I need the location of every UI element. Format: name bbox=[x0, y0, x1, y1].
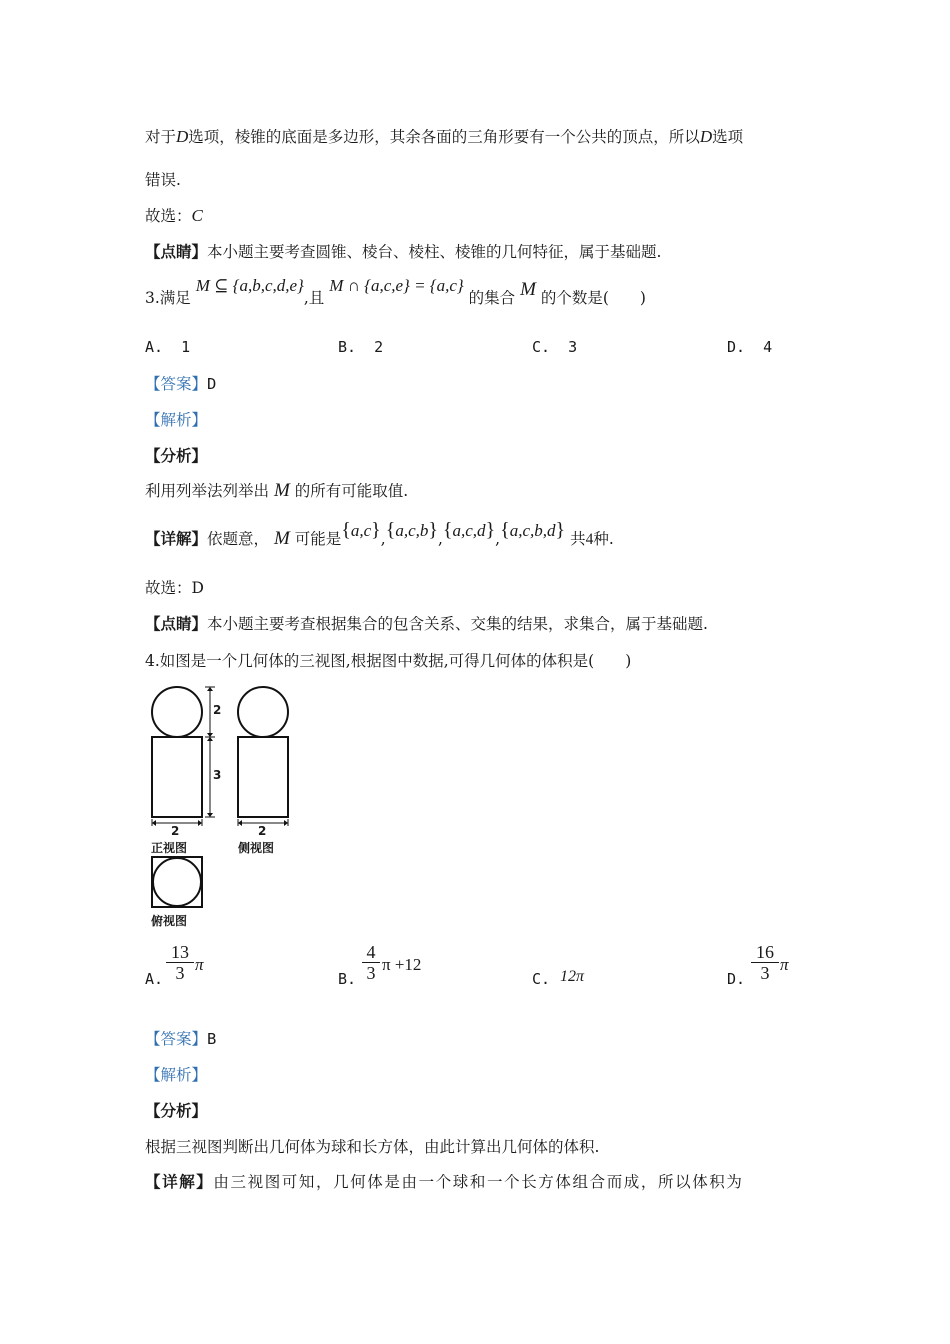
dim-side-width-label: 2 bbox=[258, 824, 267, 838]
q3-number: 3.满足 bbox=[145, 289, 191, 307]
q4-question: 4.如图是一个几何体的三视图,根据图中数据,可得几何体的体积是( ) bbox=[145, 652, 632, 670]
text: 利用列举法列举出 bbox=[145, 482, 270, 500]
q3-option-c[interactable]: C. 3 bbox=[532, 338, 578, 356]
answer-value: B bbox=[207, 1030, 217, 1048]
separator: , bbox=[437, 530, 443, 548]
q3-condition-2: M ∩ {a,c,e} = {a,c} bbox=[329, 276, 464, 295]
side-view-sphere bbox=[238, 687, 288, 737]
front-view-label: 正视图 bbox=[151, 841, 188, 855]
prev-comment bbox=[145, 242, 661, 262]
denominator: 3 bbox=[166, 962, 194, 983]
q3-option-a[interactable]: A. 1 bbox=[145, 338, 191, 356]
text: 的所有可能取值. bbox=[294, 482, 409, 500]
q3-choose: 故选：D bbox=[145, 579, 204, 597]
q3-fenxi-tag: 【分析】 bbox=[145, 446, 208, 465]
comment-text: 本小题主要考查圆锥、棱台、棱柱、棱锥的几何特征，属于基础题. bbox=[207, 243, 662, 261]
q3-comment bbox=[145, 614, 708, 634]
text: 的集合 bbox=[468, 289, 516, 307]
denominator: 3 bbox=[751, 962, 779, 983]
set-name: M bbox=[273, 528, 290, 549]
comment-text: 本小题主要考查根据集合的包含关系、交集的结果，求集合，属于基础题. bbox=[207, 615, 708, 633]
text: 选项 bbox=[712, 128, 744, 146]
q4-fenxi-tag: 【分析】 bbox=[145, 1101, 208, 1120]
front-view bbox=[152, 687, 202, 817]
text: 依题意， bbox=[207, 530, 270, 548]
text: 对于 bbox=[145, 128, 177, 146]
q4-option-d-fraction bbox=[751, 942, 779, 983]
separator: , bbox=[380, 530, 386, 548]
numerator: 4 bbox=[366, 942, 376, 962]
three-view-figure bbox=[145, 680, 310, 935]
numerator: 16 bbox=[756, 942, 774, 962]
q4-option-b-fraction bbox=[362, 942, 380, 983]
set-1: {a,c} bbox=[341, 519, 381, 541]
q3-answer bbox=[145, 374, 216, 394]
q4-detail bbox=[145, 1172, 744, 1192]
front-view-box bbox=[152, 737, 202, 817]
prev-choose bbox=[145, 206, 203, 226]
text: 的个数是( ) bbox=[540, 289, 646, 307]
text: 共 bbox=[570, 530, 586, 548]
text: 可能是 bbox=[294, 530, 342, 548]
denominator: 3 bbox=[362, 962, 380, 983]
q4-answer bbox=[145, 1029, 216, 1049]
text: ,且 bbox=[303, 289, 325, 307]
front-dim-lines bbox=[152, 687, 215, 826]
q4-analysis-tag: 【解析】 bbox=[145, 1066, 208, 1084]
q4-option-c-value: 12π bbox=[560, 968, 585, 985]
front-dim-arrows bbox=[152, 687, 213, 826]
dim-mid-label: 3 bbox=[213, 768, 222, 782]
choose-letter: C bbox=[191, 206, 203, 225]
text: 选项，棱锥的底面是多边形，其余各面的三角形要有一个公共的顶点，所以 bbox=[188, 128, 700, 146]
front-view-sphere bbox=[152, 687, 202, 737]
text: 种. bbox=[593, 530, 614, 548]
dim-top-label: 2 bbox=[213, 703, 222, 717]
side-view-box bbox=[238, 737, 288, 817]
choose-prefix: 故选： bbox=[145, 207, 192, 225]
q3-option-d[interactable]: D. 4 bbox=[727, 338, 773, 356]
q4-option-a-tail: π bbox=[195, 955, 204, 974]
q4-option-c-label[interactable]: C. bbox=[532, 970, 551, 988]
prev-d-explanation bbox=[145, 127, 743, 147]
count: 4 bbox=[585, 531, 594, 548]
numerator: 13 bbox=[171, 942, 189, 962]
side-view bbox=[238, 687, 288, 817]
detail-tag: 【详解】 bbox=[145, 529, 208, 548]
q3-fenxi bbox=[145, 481, 408, 501]
q3-option-b[interactable]: B. 2 bbox=[338, 338, 384, 356]
q4-option-a-fraction bbox=[166, 942, 194, 983]
q3-analysis-tag: 【解析】 bbox=[145, 411, 208, 429]
top-view bbox=[152, 857, 202, 907]
q3-question bbox=[145, 276, 646, 308]
q4-option-b-tail: π +12 bbox=[382, 955, 422, 974]
comment-tag: 【点睛】 bbox=[145, 614, 208, 633]
q4-fenxi: 根据三视图判断出几何体为球和长方体，由此计算出几何体的体积. bbox=[145, 1138, 600, 1156]
side-view-label: 侧视图 bbox=[238, 841, 275, 855]
q4-option-b-label[interactable]: B. bbox=[338, 970, 357, 988]
option-letter: D bbox=[176, 127, 189, 146]
answer-value: D bbox=[207, 375, 217, 393]
set-3: {a,c,d} bbox=[442, 519, 496, 541]
separator: , bbox=[495, 530, 501, 548]
top-view-label: 俯视图 bbox=[151, 914, 188, 928]
comment-tag: 【点睛】 bbox=[145, 242, 208, 261]
top-view-sphere bbox=[153, 858, 201, 906]
set-2: {a,c,b} bbox=[385, 519, 438, 541]
q4-option-d-tail: π bbox=[780, 955, 789, 974]
answer-tag: 【答案】 bbox=[145, 375, 208, 393]
q4-option-d-label[interactable]: D. bbox=[727, 970, 746, 988]
option-letter: D bbox=[699, 127, 713, 146]
detail-text: 由三视图可知，几何体是由一个球和一个长方体组合而成，所以体积为 bbox=[213, 1173, 744, 1191]
set-4: {a,c,b,d} bbox=[500, 519, 566, 541]
set-name: M bbox=[273, 480, 290, 501]
prev-d-explanation-cont: 错误. bbox=[145, 171, 181, 189]
answer-tag: 【答案】 bbox=[145, 1030, 208, 1048]
dim-front-width-label: 2 bbox=[171, 824, 180, 838]
q3-condition-1: M ⊆ {a,b,c,d,e} bbox=[195, 276, 304, 295]
detail-tag: 【详解】 bbox=[145, 1172, 214, 1191]
q3-detail bbox=[145, 519, 614, 550]
q4-option-a-label[interactable]: A. bbox=[145, 970, 164, 988]
set-name: M bbox=[520, 279, 536, 300]
